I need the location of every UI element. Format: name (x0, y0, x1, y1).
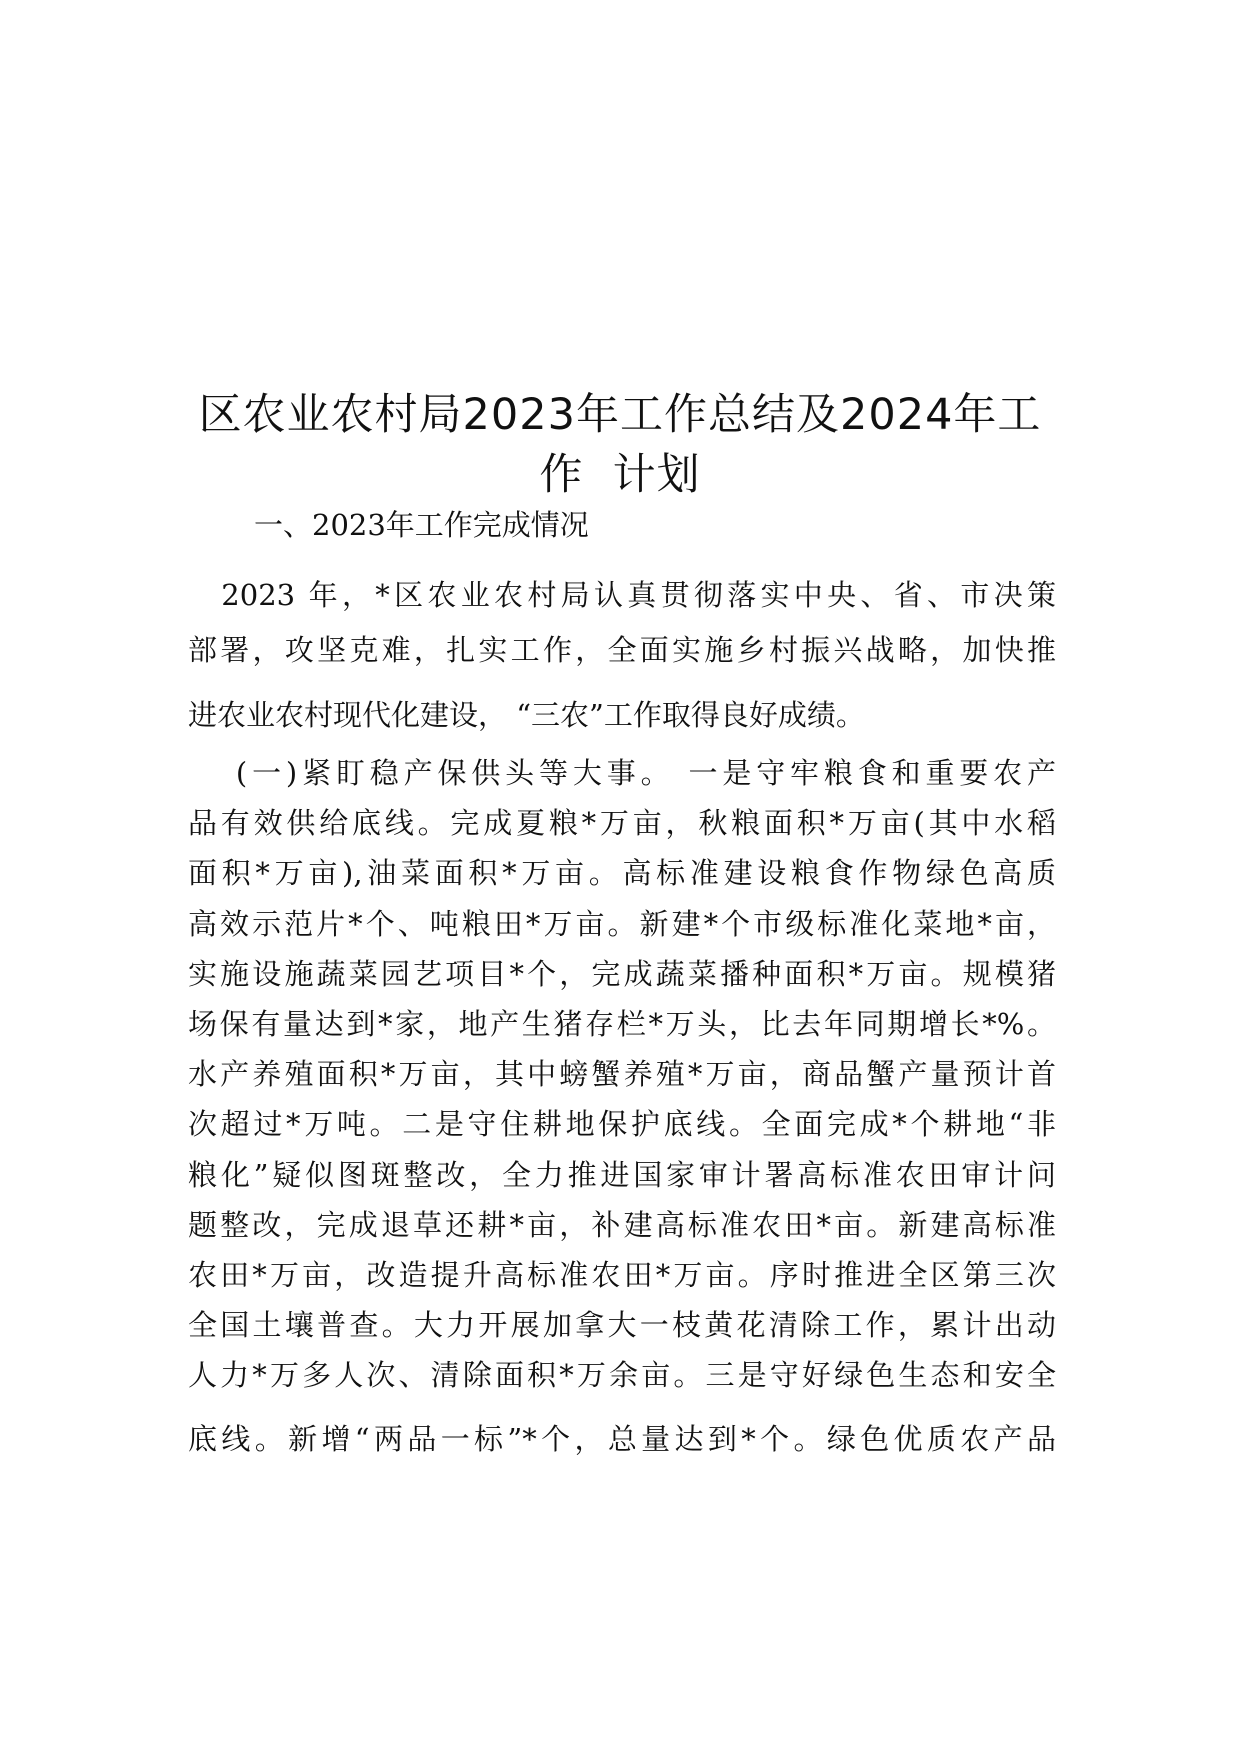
paragraph-line: 高效示范片*个、吨粮田*万亩。新建*个市级标准化菜地*亩， (188, 906, 1056, 941)
item-one-paragraph (188, 748, 1056, 1465)
paragraph-line: 部署，攻坚克难，扎实工作，全面实施乡村振兴战略，加快推 (188, 633, 1056, 667)
paragraph-line: 场保有量达到*家，地产生猪存栏*万头，比去年同期增长*%。 (188, 1006, 1056, 1041)
paragraph-line: 实施设施蔬菜园艺项目*个，完成蔬菜播种面积*万亩。规模猪 (188, 956, 1056, 991)
paragraph-line: 全国土壤普查。大力开展加拿大一枝黄花清除工作，累计出动 (188, 1308, 1056, 1343)
paragraph-line: 次超过*万吨。二是守住耕地保护底线。全面完成*个耕地“非 (188, 1107, 1056, 1142)
paragraph-line: 进农业农村现代化建设， “三农”工作取得良好成绩。 (188, 698, 865, 732)
section-heading: 一、2023年工作完成情况 (254, 508, 589, 542)
paragraph-line: 底线。新增“两品一标”*个，总量达到*个。绿色优质农产品 (188, 1422, 1056, 1457)
paragraph-line: 品有效供给底线。完成夏粮*万亩，秋粮面积*万亩(其中水稻 (188, 806, 1056, 841)
paragraph-line: 农田*万亩，改造提升高标准农田*万亩。序时推进全区第三次 (188, 1257, 1056, 1292)
paragraph-line: (一)紧盯稳产保供头等大事。 一是守牢粮食和重要农产 (188, 756, 1056, 790)
paragraph-line: 水产养殖面积*万亩，其中螃蟹养殖*万亩，商品蟹产量预计首 (188, 1057, 1056, 1092)
title-line-2: 作 计划 (539, 450, 701, 500)
paragraph-line: 题整改，完成退草还耕*亩，补建高标准农田*亩。新建高标准 (188, 1207, 1056, 1242)
paragraph-line: 2023 年，*区农业农村局认真贯彻落实中央、省、市决策 (188, 578, 1056, 612)
intro-paragraph (188, 568, 1056, 743)
document-title (150, 385, 1090, 505)
title-line-1: 区农业农村局2023年工作总结及2024年工 (198, 390, 1042, 440)
paragraph-line: 人力*万多人次、清除面积*万余亩。三是守好绿色生态和安全 (188, 1358, 1056, 1393)
paragraph-line: 粮化”疑似图斑整改，全力推进国家审计署高标准农田审计问 (188, 1157, 1056, 1192)
paragraph-line: 面积*万亩),油菜面积*万亩。高标准建设粮食作物绿色高质 (188, 856, 1056, 891)
